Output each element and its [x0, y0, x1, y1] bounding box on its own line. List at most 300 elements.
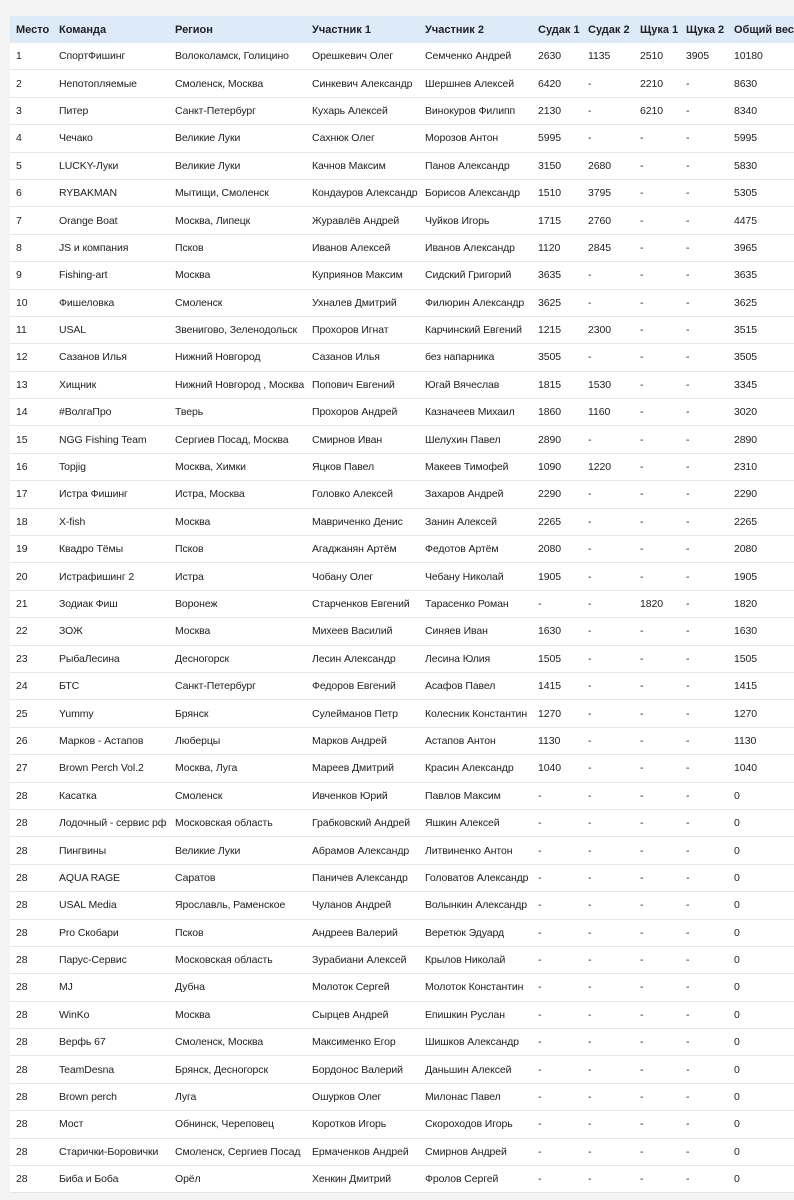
cell-zander-1: 1860: [532, 399, 582, 426]
cell-team: Истра Фишинг: [53, 481, 169, 508]
cell-pike-2: -: [680, 344, 728, 371]
cell-pike-2: -: [680, 563, 728, 590]
cell-team: JS и компания: [53, 234, 169, 261]
cell-pike-2: -: [680, 837, 728, 864]
table-row: [10, 207, 794, 234]
table-row: [10, 618, 794, 645]
cell-team: Парус-Сервис: [53, 946, 169, 973]
cell-total-weight: 5830: [728, 152, 794, 179]
cell-team: Brown Perch Vol.2: [53, 755, 169, 782]
cell-participant-2: Занин Алексей: [419, 508, 532, 535]
cell-place: 28: [10, 974, 53, 1001]
cell-region: Истра, Москва: [169, 481, 306, 508]
cell-team: Непотопляемые: [53, 70, 169, 97]
cell-pike-1: -: [634, 946, 680, 973]
cell-pike-2: -: [680, 1029, 728, 1056]
cell-participant-2: Казначеев Михаил: [419, 399, 532, 426]
cell-participant-1: Федоров Евгений: [306, 672, 419, 699]
cell-zander-1: 2130: [532, 97, 582, 124]
cell-region: Ярославль, Раменское: [169, 892, 306, 919]
cell-participant-1: Абрамов Александр: [306, 837, 419, 864]
cell-participant-1: Синкевич Александр: [306, 70, 419, 97]
cell-pike-1: -: [634, 974, 680, 1001]
cell-zander-1: -: [532, 837, 582, 864]
cell-zander-1: 6420: [532, 70, 582, 97]
column-header-participant-1: Участник 1: [312, 23, 371, 36]
table-row: [10, 672, 794, 699]
header-row: [10, 16, 794, 43]
cell-zander-1: 1090: [532, 453, 582, 480]
cell-zander-1: 1505: [532, 645, 582, 672]
cell-participant-2: Иванов Александр: [419, 234, 532, 261]
cell-zander-2: -: [582, 70, 634, 97]
cell-team: Topjig: [53, 453, 169, 480]
cell-zander-2: -: [582, 809, 634, 836]
cell-total-weight: 8630: [728, 70, 794, 97]
cell-team: Мост: [53, 1111, 169, 1138]
cell-team: Лодочный - сервис рф: [53, 809, 169, 836]
cell-total-weight: 2290: [728, 481, 794, 508]
cell-pike-1: -: [634, 892, 680, 919]
cell-pike-2: -: [680, 262, 728, 289]
cell-pike-1: -: [634, 289, 680, 316]
cell-participant-2: Астапов Антон: [419, 727, 532, 754]
cell-total-weight: 1505: [728, 645, 794, 672]
cell-pike-1: -: [634, 1056, 680, 1083]
cell-zander-2: -: [582, 1029, 634, 1056]
cell-zander-1: 2265: [532, 508, 582, 535]
cell-zander-1: 1270: [532, 700, 582, 727]
cell-participant-2: Сидский Григорий: [419, 262, 532, 289]
cell-pike-1: -: [634, 371, 680, 398]
cell-zander-2: 1220: [582, 453, 634, 480]
cell-pike-1: -: [634, 645, 680, 672]
cell-pike-2: -: [680, 782, 728, 809]
cell-place: 25: [10, 700, 53, 727]
cell-place: 13: [10, 371, 53, 398]
table-row: [10, 1001, 794, 1028]
cell-region: Псков: [169, 234, 306, 261]
cell-participant-1: Марков Андрей: [306, 727, 419, 754]
cell-place: 6: [10, 179, 53, 206]
cell-total-weight: 5305: [728, 179, 794, 206]
cell-pike-2: -: [680, 508, 728, 535]
cell-participant-1: Андреев Валерий: [306, 919, 419, 946]
cell-participant-2: Лесина Юлия: [419, 645, 532, 672]
cell-team: AQUA RAGE: [53, 864, 169, 891]
cell-zander-1: -: [532, 892, 582, 919]
table-row: [10, 97, 794, 124]
cell-participant-1: Прохоров Игнат: [306, 316, 419, 343]
cell-place: 7: [10, 207, 53, 234]
cell-zander-1: 1130: [532, 727, 582, 754]
cell-region: Санкт-Петербург: [169, 97, 306, 124]
cell-pike-1: -: [634, 809, 680, 836]
cell-zander-1: 3635: [532, 262, 582, 289]
cell-participant-1: Хенкин Дмитрий: [306, 1166, 419, 1193]
cell-zander-2: -: [582, 1111, 634, 1138]
cell-team: Пингвины: [53, 837, 169, 864]
cell-participant-1: Прохоров Андрей: [306, 399, 419, 426]
column-header-zander-1: Судак 1: [538, 23, 580, 36]
cell-participant-2: Макеев Тимофей: [419, 453, 532, 480]
table-row: [10, 563, 794, 590]
cell-place: 24: [10, 672, 53, 699]
table-row: [10, 974, 794, 1001]
cell-zander-2: 2760: [582, 207, 634, 234]
cell-participant-1: Кухарь Алексей: [306, 97, 419, 124]
table-row: [10, 453, 794, 480]
cell-pike-2: -: [680, 426, 728, 453]
cell-participant-1: Ухналев Дмитрий: [306, 289, 419, 316]
cell-place: 20: [10, 563, 53, 590]
table-row: [10, 179, 794, 206]
cell-participant-2: Югай Вячеслав: [419, 371, 532, 398]
cell-zander-2: -: [582, 481, 634, 508]
cell-place: 10: [10, 289, 53, 316]
table-row: [10, 70, 794, 97]
cell-zander-2: -: [582, 590, 634, 617]
cell-zander-2: -: [582, 1083, 634, 1110]
results-table-container: [10, 16, 794, 1193]
cell-team: X-fish: [53, 508, 169, 535]
cell-participant-1: Лесин Александр: [306, 645, 419, 672]
cell-region: Десногорск: [169, 645, 306, 672]
table-row: [10, 399, 794, 426]
cell-place: 3: [10, 97, 53, 124]
cell-participant-2: Смирнов Андрей: [419, 1138, 532, 1165]
cell-participant-1: Сулейманов Петр: [306, 700, 419, 727]
cell-zander-1: 3505: [532, 344, 582, 371]
cell-zander-1: 1415: [532, 672, 582, 699]
cell-region: Санкт-Петербург: [169, 672, 306, 699]
cell-participant-2: Синяев Иван: [419, 618, 532, 645]
table-header: [10, 16, 794, 43]
cell-zander-2: -: [582, 892, 634, 919]
cell-participant-1: Смирнов Иван: [306, 426, 419, 453]
cell-participant-2: Шишков Александр: [419, 1029, 532, 1056]
cell-team: USAL Media: [53, 892, 169, 919]
cell-team: Зодиак Фиш: [53, 590, 169, 617]
cell-team: СпортФишинг: [53, 43, 169, 70]
cell-place: 28: [10, 837, 53, 864]
cell-total-weight: 3625: [728, 289, 794, 316]
cell-participant-2: Морозов Антон: [419, 125, 532, 152]
cell-zander-2: -: [582, 125, 634, 152]
cell-team: Марков - Астапов: [53, 727, 169, 754]
table-row: [10, 1083, 794, 1110]
cell-team: RYBAKMAN: [53, 179, 169, 206]
cell-pike-2: -: [680, 892, 728, 919]
cell-region: Псков: [169, 919, 306, 946]
cell-region: Великие Луки: [169, 152, 306, 179]
cell-pike-1: -: [634, 1001, 680, 1028]
cell-team: NGG Fishing Team: [53, 426, 169, 453]
cell-pike-1: -: [634, 1166, 680, 1193]
cell-zander-2: -: [582, 289, 634, 316]
cell-pike-2: -: [680, 590, 728, 617]
table-row: [10, 125, 794, 152]
cell-pike-2: -: [680, 1138, 728, 1165]
cell-region: Москва, Луга: [169, 755, 306, 782]
cell-participant-2: Чуйков Игорь: [419, 207, 532, 234]
cell-participant-1: Агаджанян Артём: [306, 536, 419, 563]
cell-zander-2: -: [582, 837, 634, 864]
cell-region: Сергиев Посад, Москва: [169, 426, 306, 453]
cell-pike-2: -: [680, 1056, 728, 1083]
cell-pike-2: -: [680, 152, 728, 179]
cell-zander-1: 1715: [532, 207, 582, 234]
cell-participant-1: Попович Евгений: [306, 371, 419, 398]
cell-zander-1: -: [532, 1111, 582, 1138]
cell-zander-1: 1040: [532, 755, 582, 782]
cell-zander-1: 2290: [532, 481, 582, 508]
cell-zander-1: 3150: [532, 152, 582, 179]
cell-pike-2: -: [680, 1001, 728, 1028]
cell-participant-2: Фролов Сергей: [419, 1166, 532, 1193]
cell-pike-2: -: [680, 453, 728, 480]
table-row: [10, 1029, 794, 1056]
cell-total-weight: 0: [728, 1111, 794, 1138]
cell-zander-2: -: [582, 974, 634, 1001]
cell-pike-1: -: [634, 727, 680, 754]
cell-pike-2: 3905: [680, 43, 728, 70]
cell-team: Квадро Тёмы: [53, 536, 169, 563]
cell-place: 11: [10, 316, 53, 343]
cell-zander-2: -: [582, 782, 634, 809]
table-row: [10, 864, 794, 891]
cell-participant-2: Борисов Александр: [419, 179, 532, 206]
cell-region: Воронеж: [169, 590, 306, 617]
cell-total-weight: 0: [728, 974, 794, 1001]
cell-region: Смоленск, Сергиев Посад: [169, 1138, 306, 1165]
cell-pike-1: -: [634, 755, 680, 782]
cell-place: 19: [10, 536, 53, 563]
cell-total-weight: 0: [728, 1083, 794, 1110]
table-row: [10, 234, 794, 261]
table-row: [10, 316, 794, 343]
cell-participant-2: Асафов Павел: [419, 672, 532, 699]
cell-zander-1: -: [532, 1138, 582, 1165]
table-row: [10, 755, 794, 782]
cell-participant-1: Сырцев Андрей: [306, 1001, 419, 1028]
cell-participant-2: Молоток Константин: [419, 974, 532, 1001]
cell-total-weight: 3345: [728, 371, 794, 398]
cell-team: #ВолгаПро: [53, 399, 169, 426]
cell-zander-1: 1215: [532, 316, 582, 343]
cell-region: Истра: [169, 563, 306, 590]
table-row: [10, 727, 794, 754]
cell-zander-2: 1530: [582, 371, 634, 398]
cell-team: WinKo: [53, 1001, 169, 1028]
cell-participant-1: Журавлёв Андрей: [306, 207, 419, 234]
cell-pike-2: -: [680, 809, 728, 836]
cell-total-weight: 1270: [728, 700, 794, 727]
cell-pike-1: -: [634, 426, 680, 453]
cell-zander-1: -: [532, 782, 582, 809]
cell-team: Orange Boat: [53, 207, 169, 234]
cell-total-weight: 1905: [728, 563, 794, 590]
cell-participant-2: Красин Александр: [419, 755, 532, 782]
cell-zander-2: -: [582, 1166, 634, 1193]
cell-team: Хищник: [53, 371, 169, 398]
column-header-pike-2: Щука 2: [686, 23, 725, 36]
cell-pike-2: -: [680, 700, 728, 727]
cell-participant-2: Винокуров Филипп: [419, 97, 532, 124]
cell-participant-1: Яцков Павел: [306, 453, 419, 480]
cell-participant-2: Панов Александр: [419, 152, 532, 179]
table-row: [10, 700, 794, 727]
cell-participant-2: Скороходов Игорь: [419, 1111, 532, 1138]
cell-pike-1: -: [634, 508, 680, 535]
cell-place: 28: [10, 1083, 53, 1110]
cell-place: 21: [10, 590, 53, 617]
cell-pike-2: -: [680, 481, 728, 508]
cell-place: 9: [10, 262, 53, 289]
cell-total-weight: 3965: [728, 234, 794, 261]
cell-team: Pro Скобари: [53, 919, 169, 946]
cell-region: Нижний Новгород: [169, 344, 306, 371]
cell-place: 28: [10, 892, 53, 919]
cell-zander-1: 2890: [532, 426, 582, 453]
cell-team: Касатка: [53, 782, 169, 809]
cell-place: 28: [10, 1138, 53, 1165]
cell-place: 15: [10, 426, 53, 453]
table-row: [10, 919, 794, 946]
cell-pike-2: -: [680, 946, 728, 973]
cell-participant-2: Тарасенко Роман: [419, 590, 532, 617]
cell-pike-2: -: [680, 864, 728, 891]
cell-team: Биба и Боба: [53, 1166, 169, 1193]
cell-zander-2: -: [582, 919, 634, 946]
cell-zander-1: 3625: [532, 289, 582, 316]
cell-zander-2: -: [582, 700, 634, 727]
cell-zander-2: -: [582, 645, 634, 672]
cell-pike-1: -: [634, 207, 680, 234]
cell-zander-2: -: [582, 1056, 634, 1083]
cell-zander-1: 1510: [532, 179, 582, 206]
cell-participant-2: Семченко Андрей: [419, 43, 532, 70]
cell-team: Yummy: [53, 700, 169, 727]
table-row: [10, 645, 794, 672]
cell-pike-1: 2510: [634, 43, 680, 70]
cell-total-weight: 2080: [728, 536, 794, 563]
column-header-place: Место: [16, 23, 50, 36]
cell-participant-2: Захаров Андрей: [419, 481, 532, 508]
cell-zander-2: -: [582, 97, 634, 124]
table-row: [10, 344, 794, 371]
cell-place: 5: [10, 152, 53, 179]
cell-place: 28: [10, 782, 53, 809]
cell-region: Обнинск, Череповец: [169, 1111, 306, 1138]
cell-team: Старички-Боровички: [53, 1138, 169, 1165]
cell-pike-1: -: [634, 700, 680, 727]
cell-pike-2: -: [680, 919, 728, 946]
cell-pike-2: -: [680, 1083, 728, 1110]
cell-total-weight: 1415: [728, 672, 794, 699]
cell-place: 28: [10, 809, 53, 836]
table-row: [10, 1166, 794, 1193]
cell-total-weight: 0: [728, 946, 794, 973]
cell-pike-2: -: [680, 399, 728, 426]
cell-zander-1: 1120: [532, 234, 582, 261]
cell-team: Фишеловка: [53, 289, 169, 316]
cell-zander-1: -: [532, 1029, 582, 1056]
cell-region: Москва: [169, 1001, 306, 1028]
cell-participant-2: Головатов Александр: [419, 864, 532, 891]
cell-place: 28: [10, 1111, 53, 1138]
cell-region: Нижний Новгород , Москва: [169, 371, 306, 398]
cell-total-weight: 3635: [728, 262, 794, 289]
cell-total-weight: 2265: [728, 508, 794, 535]
cell-pike-1: -: [634, 864, 680, 891]
cell-place: 28: [10, 864, 53, 891]
cell-participant-2: Филюрин Александр: [419, 289, 532, 316]
cell-region: Звенигово, Зеленодольск: [169, 316, 306, 343]
cell-pike-1: -: [634, 453, 680, 480]
cell-participant-2: Шершнев Алексей: [419, 70, 532, 97]
table-row: [10, 837, 794, 864]
cell-team: Сазанов Илья: [53, 344, 169, 371]
cell-zander-1: -: [532, 864, 582, 891]
cell-place: 2: [10, 70, 53, 97]
cell-place: 17: [10, 481, 53, 508]
cell-total-weight: 10180: [728, 43, 794, 70]
cell-total-weight: 3515: [728, 316, 794, 343]
table-row: [10, 289, 794, 316]
cell-team: Чечако: [53, 125, 169, 152]
cell-participant-1: Иванов Алексей: [306, 234, 419, 261]
cell-zander-2: -: [582, 262, 634, 289]
cell-total-weight: 4475: [728, 207, 794, 234]
cell-participant-2: Милонас Павел: [419, 1083, 532, 1110]
cell-pike-2: -: [680, 536, 728, 563]
cell-pike-2: -: [680, 1166, 728, 1193]
cell-zander-1: -: [532, 1083, 582, 1110]
cell-participant-1: Кондауров Александр: [306, 179, 419, 206]
cell-participant-2: Павлов Максим: [419, 782, 532, 809]
cell-zander-1: -: [532, 1056, 582, 1083]
cell-participant-1: Коротков Игорь: [306, 1111, 419, 1138]
cell-pike-1: -: [634, 234, 680, 261]
cell-zander-2: -: [582, 727, 634, 754]
cell-zander-2: -: [582, 563, 634, 590]
table-row: [10, 946, 794, 973]
cell-zander-2: 1135: [582, 43, 634, 70]
cell-pike-2: -: [680, 97, 728, 124]
cell-pike-1: -: [634, 837, 680, 864]
cell-pike-2: -: [680, 645, 728, 672]
cell-total-weight: 5995: [728, 125, 794, 152]
cell-team: Истрафишинг 2: [53, 563, 169, 590]
cell-zander-2: -: [582, 536, 634, 563]
cell-place: 28: [10, 1166, 53, 1193]
cell-participant-1: Максименко Егор: [306, 1029, 419, 1056]
cell-region: Волоколамск, Голицино: [169, 43, 306, 70]
cell-total-weight: 0: [728, 1001, 794, 1028]
cell-pike-1: -: [634, 1083, 680, 1110]
table-row: [10, 782, 794, 809]
cell-participant-2: Шелухин Павел: [419, 426, 532, 453]
table-row: [10, 590, 794, 617]
cell-zander-1: 2630: [532, 43, 582, 70]
cell-participant-1: Марeев Дмитрий: [306, 755, 419, 782]
cell-zander-1: -: [532, 946, 582, 973]
cell-region: Брянск, Десногорск: [169, 1056, 306, 1083]
cell-zander-1: -: [532, 1001, 582, 1028]
cell-zander-2: 3795: [582, 179, 634, 206]
cell-place: 4: [10, 125, 53, 152]
